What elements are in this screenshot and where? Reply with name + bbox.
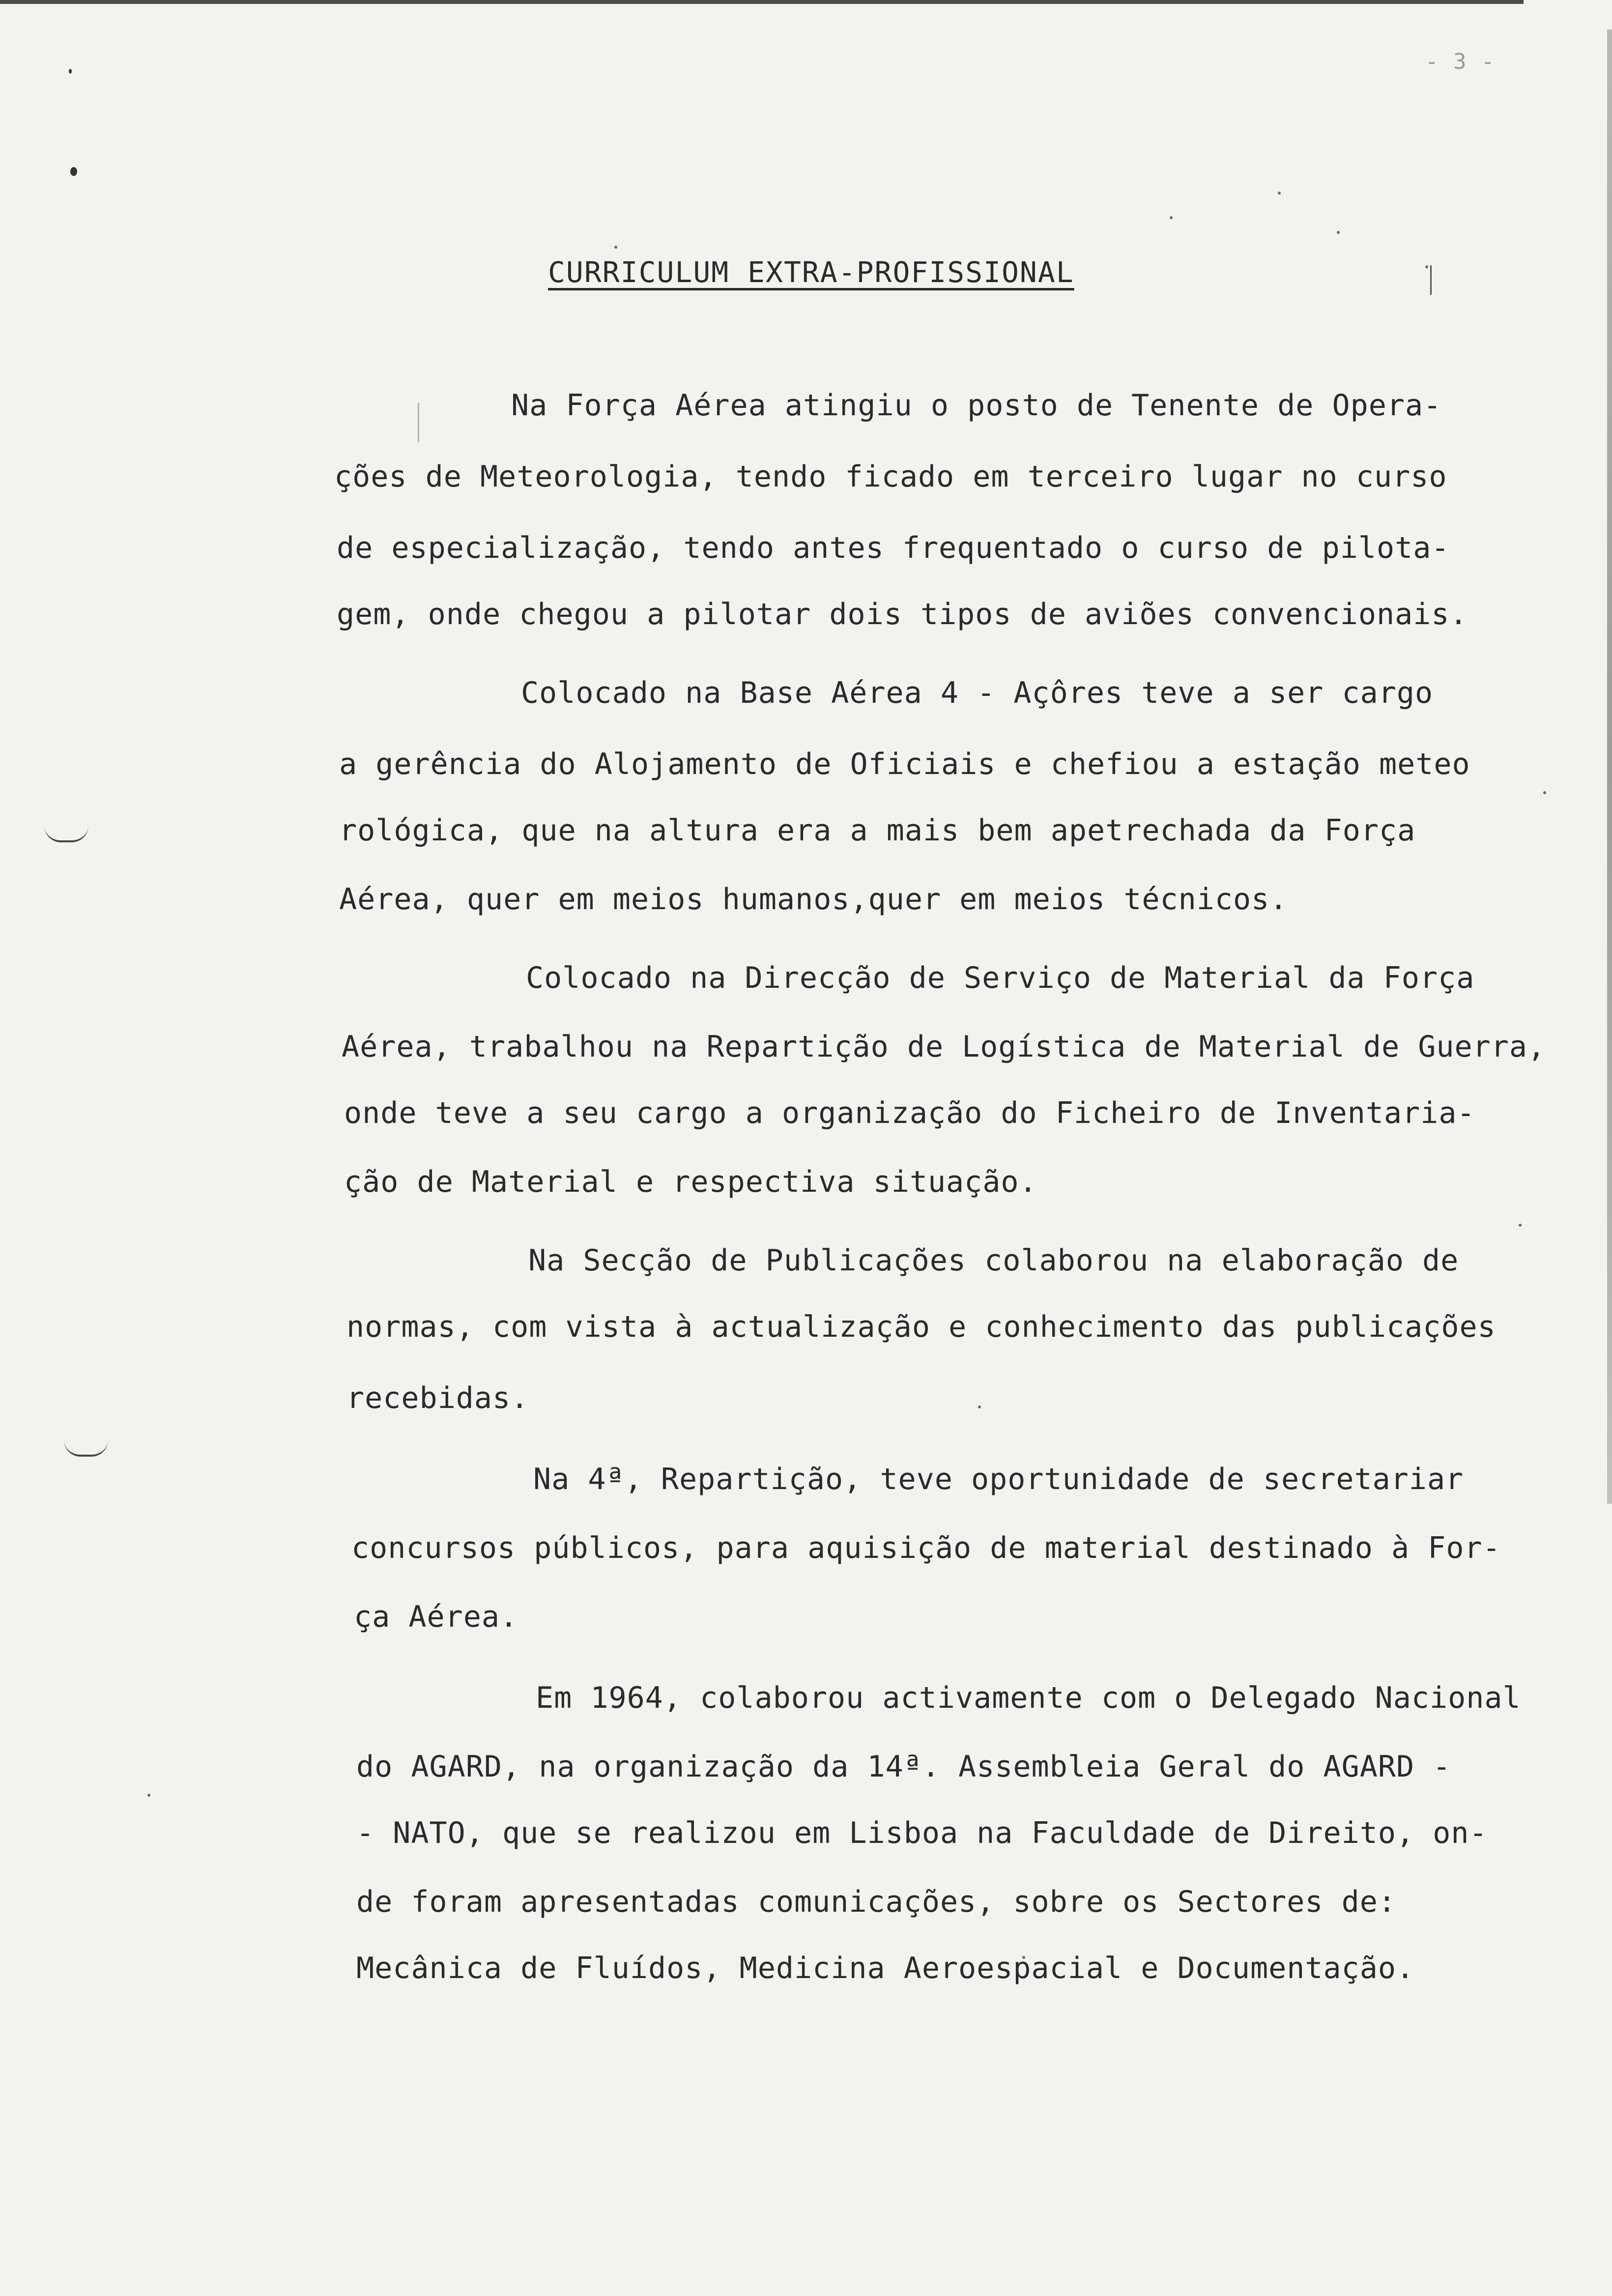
text-line: ção de Material e respectiva situação. bbox=[344, 1165, 1037, 1199]
scan-dot bbox=[70, 167, 77, 176]
text-line: do AGARD, na organização da 14ª. Assembleia Geral do AGARD - bbox=[356, 1750, 1451, 1784]
document-title: CURRICULUM EXTRA-PROFISSIONAL bbox=[548, 256, 1074, 289]
text-line: rológica, que na altura era a mais bem apetrechada da Força bbox=[339, 813, 1416, 848]
scan-speck bbox=[1543, 791, 1546, 794]
scan-speck bbox=[978, 1406, 981, 1408]
text-line: Colocado na Direcção de Serviço de Material da Força bbox=[526, 961, 1475, 995]
scan-speck bbox=[1425, 265, 1428, 268]
text-line: ções de Meteorologia, tendo ficado em terceiro lugar no curso bbox=[334, 459, 1447, 494]
text-line: Mecânica de Fluídos, Medicina Aeroespacial e Documentação. bbox=[356, 1951, 1415, 1985]
scan-speck bbox=[1519, 1224, 1522, 1227]
scan-speck bbox=[1337, 231, 1340, 234]
text-line: a gerência do Alojamento de Oficiais e chefiou a estação meteo bbox=[339, 747, 1470, 781]
scan-speck bbox=[1170, 216, 1173, 219]
text-line: gem, onde chegou a pilotar dois tipos de aviões convencionais. bbox=[337, 597, 1468, 631]
text-line: Na 4ª, Repartição, teve oportunidade de secretariar bbox=[533, 1462, 1464, 1496]
text-line: concursos públicos, para aquisição de material destinado à For- bbox=[351, 1531, 1501, 1565]
text-line: de foram apresentadas comunicações, sobre os Sectores de: bbox=[356, 1885, 1397, 1919]
scan-right-edge bbox=[1607, 29, 1612, 1504]
scan-speck bbox=[1278, 192, 1281, 195]
text-line: Em 1964, colaborou activamente com o Delegado Nacional bbox=[536, 1681, 1521, 1715]
text-line: normas, com vista à actualização e conhecimento das publicações bbox=[346, 1310, 1496, 1344]
scan-mark bbox=[44, 826, 88, 842]
text-line: Aérea, quer em meios humanos,quer em meios técnicos. bbox=[339, 882, 1288, 917]
scan-mark bbox=[64, 1440, 108, 1457]
scan-speck bbox=[147, 1794, 150, 1797]
scan-dot bbox=[69, 69, 72, 74]
text-line: Colocado na Base Aérea 4 - Açôres teve a ser cargo bbox=[521, 676, 1434, 710]
text-line: de especialização, tendo antes frequentado o curso de pilota- bbox=[337, 531, 1450, 565]
scan-top-edge bbox=[0, 0, 1524, 4]
scan-stroke bbox=[1430, 265, 1432, 295]
text-line: ça Aérea. bbox=[354, 1600, 518, 1634]
scan-speck bbox=[614, 246, 617, 249]
text-line: Na Força Aérea atingiu o posto de Tenente de Opera- bbox=[511, 388, 1442, 423]
scan-stroke bbox=[418, 403, 419, 442]
page-number: - 3 - bbox=[1425, 49, 1496, 74]
text-line: Na Secção de Publicações colaborou na elaboração de bbox=[528, 1243, 1459, 1278]
text-line: Aérea, trabalhou na Repartição de Logística de Material de Guerra, bbox=[342, 1030, 1546, 1064]
text-line: recebidas. bbox=[346, 1381, 529, 1415]
text-line: onde teve a seu cargo a organização do Ficheiro de Inventaria- bbox=[344, 1096, 1475, 1130]
text-line: - NATO, que se realizou em Lisboa na Faculdade de Direito, on- bbox=[356, 1816, 1488, 1850]
